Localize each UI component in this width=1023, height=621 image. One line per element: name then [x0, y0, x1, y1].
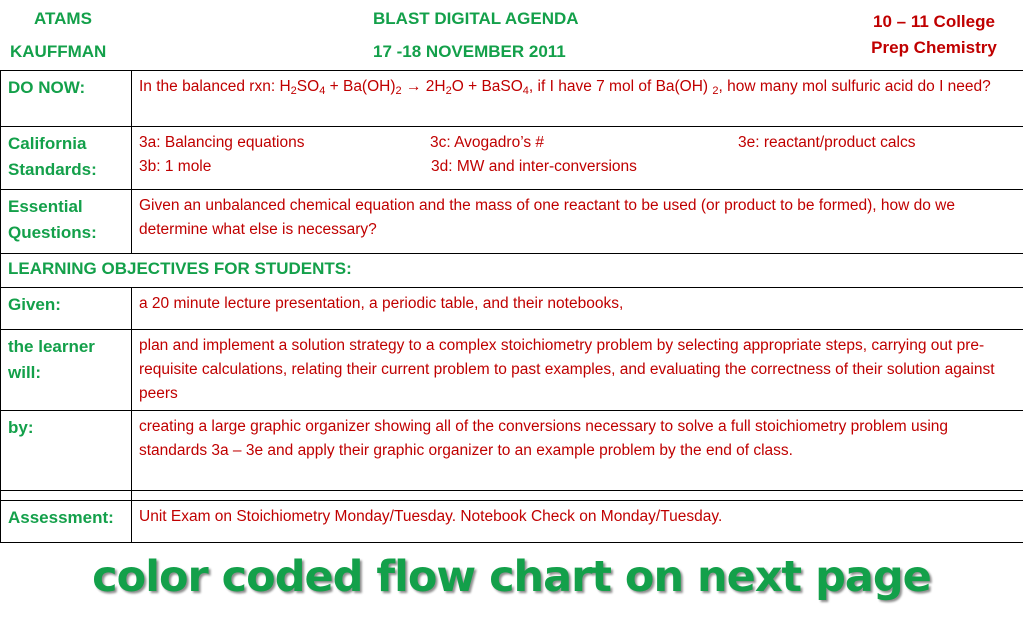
agenda-title: BLAST DIGITAL AGENDA	[373, 9, 579, 28]
objectives-heading: LEARNING OBJECTIVES FOR STUDENTS:	[1, 254, 1023, 288]
course-title-line1: 10 – 11 College	[873, 12, 995, 31]
row-essential-questions	[1, 190, 1023, 254]
footer-note: color coded flow chart on next page	[92, 552, 931, 602]
teacher-name-1: ATAMS	[34, 9, 92, 28]
row-assessment	[1, 501, 1023, 543]
do-now-text: In the balanced rxn: $H_2SO_4 + Ba(OH)_2 \to 2H_2O$ + BaSO$_4$, if I have 7 mol of Ba(OH) $_2$, how many mol sulfuric acid do I need?	[132, 71, 1023, 127]
agenda-table	[0, 70, 1023, 543]
learner-label: the learner will:	[1, 330, 132, 411]
assessment-text: Unit Exam on Stoichiometry Monday/Tuesday. Notebook Check on Monday/Tuesday.	[132, 501, 1023, 543]
standard-3d: 3d: MW and inter-conversions	[431, 158, 637, 175]
course-title-line2: Prep Chemistry	[871, 38, 997, 57]
agenda-date: 17 -18 NOVEMBER 2011	[373, 42, 566, 61]
standard-3a: 3a: Balancing equations	[139, 134, 305, 151]
row-do-now	[1, 71, 1023, 127]
spacer-cell-left	[1, 491, 132, 501]
by-text: creating a large graphic organizer showing all of the conversions necessary to solve a full stoichiometry problem using standards 3a – 3e and apply their graphic organizer to an example problem by the end of class.	[132, 411, 1023, 491]
standard-3b: 3b: 1 mole	[139, 158, 212, 175]
standard-3c: 3c: Avogadro’s #	[430, 134, 545, 151]
essential-text: Given an unbalanced chemical equation and the mass of one reactant to be used (or product to be formed), how do we determine what else is necessary?	[132, 190, 1023, 254]
teacher-name-2: KAUFFMAN	[10, 42, 107, 61]
standard-3e: 3e: reactant/product calcs	[738, 134, 916, 151]
given-label: Given:	[1, 288, 132, 330]
row-standards	[1, 127, 1023, 190]
course-title	[848, 9, 1020, 61]
learner-text: plan and implement a solution strategy to a complex stoichiometry problem by selecting appropriate steps, carrying out pre-requisite calculations, relating their current problem to past examples, and evaluating the correctness of their solution against peers	[132, 330, 1023, 411]
row-objectives-heading	[1, 254, 1023, 288]
row-learner	[1, 330, 1023, 411]
row-spacer	[1, 491, 1023, 501]
standards-text	[132, 127, 1023, 190]
assessment-label: Assessment:	[1, 501, 132, 543]
essential-label: Essential Questions:	[1, 190, 132, 254]
row-by	[1, 411, 1023, 491]
given-text: a 20 minute lecture presentation, a periodic table, and their notebooks,	[132, 288, 1023, 330]
by-label: by:	[1, 411, 132, 491]
standards-label: California Standards:	[1, 127, 132, 190]
do-now-label: DO NOW:	[1, 71, 132, 127]
row-given	[1, 288, 1023, 330]
spacer-cell-right	[132, 491, 1023, 501]
arrow-icon: →	[401, 78, 426, 95]
